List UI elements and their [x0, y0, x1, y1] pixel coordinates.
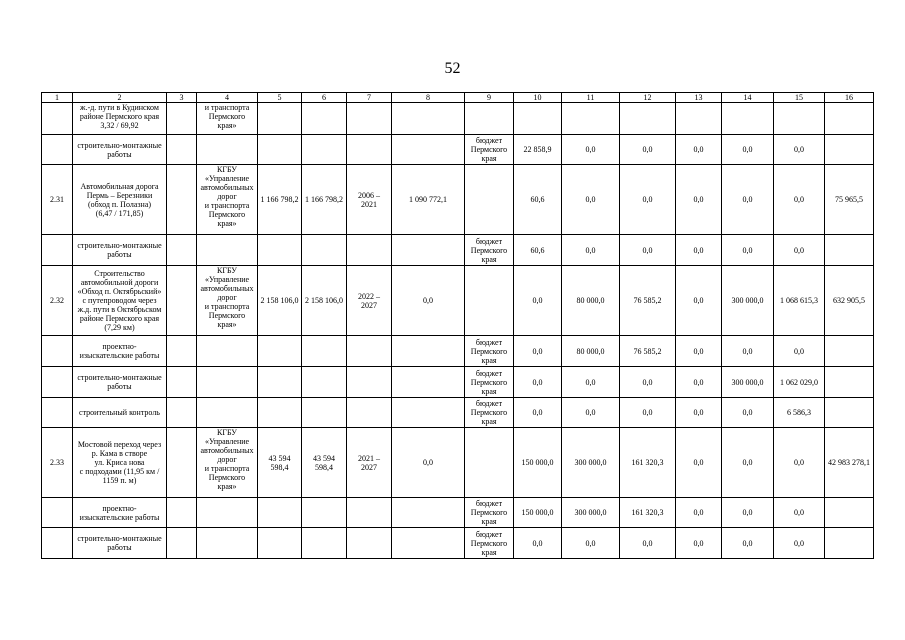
table-cell [825, 336, 874, 367]
column-header: 14 [722, 93, 774, 103]
table-cell: бюджет Пермского края [465, 336, 514, 367]
table-row [42, 398, 874, 428]
table-cell: КГБУ «Управление автомобильных дорог и транспорта Пермского края» [197, 266, 258, 336]
table-cell [42, 367, 73, 398]
table-cell: 0,0 [514, 266, 562, 336]
column-header: 9 [465, 93, 514, 103]
table-cell [42, 398, 73, 428]
table-cell: Мостовой переход через р. Кама в створе ул. Криса нова с подходами (11,95 км / 1159 п. м) [73, 428, 167, 498]
table-cell: 0,0 [774, 135, 825, 165]
table-cell [465, 428, 514, 498]
table-cell [167, 428, 197, 498]
table-cell: проектно- изыскательские работы [73, 498, 167, 528]
table-cell: 80 000,0 [562, 266, 620, 336]
table-body [42, 93, 874, 559]
table-row [42, 235, 874, 266]
table-cell: 1 062 029,0 [774, 367, 825, 398]
table-cell: 0,0 [774, 336, 825, 367]
table-cell [197, 135, 258, 165]
table-cell: 0,0 [722, 336, 774, 367]
table-cell: 0,0 [620, 165, 676, 235]
column-header: 10 [514, 93, 562, 103]
table-cell [167, 103, 197, 135]
table-cell [42, 103, 73, 135]
table-cell: 2006 – 2021 [347, 165, 392, 235]
table-cell [42, 498, 73, 528]
table-cell: 60,6 [514, 235, 562, 266]
table-cell [347, 367, 392, 398]
table-cell [302, 135, 347, 165]
table-cell: 0,0 [620, 367, 676, 398]
table-cell: 42 983 278,1 [825, 428, 874, 498]
table-cell: 0,0 [562, 398, 620, 428]
column-header: 4 [197, 93, 258, 103]
table-cell: 0,0 [676, 367, 722, 398]
table-cell: 1 166 798,2 [302, 165, 347, 235]
table-cell [392, 235, 465, 266]
table-cell: 0,0 [676, 398, 722, 428]
table-cell [197, 367, 258, 398]
table-cell [514, 103, 562, 135]
table-cell: 0,0 [722, 428, 774, 498]
column-header: 5 [258, 93, 302, 103]
table-cell [825, 235, 874, 266]
table-cell [167, 336, 197, 367]
table-cell: КГБУ «Управление автомобильных дорог и транспорта Пермского края» [197, 428, 258, 498]
table-cell: 0,0 [722, 235, 774, 266]
table-cell [42, 235, 73, 266]
table-cell: 150 000,0 [514, 498, 562, 528]
table-cell [167, 235, 197, 266]
table-cell: 76 585,2 [620, 266, 676, 336]
table-row [42, 528, 874, 559]
column-header: 13 [676, 93, 722, 103]
table-cell: 161 320,3 [620, 498, 676, 528]
column-header: 11 [562, 93, 620, 103]
table-cell: 2 158 106,0 [258, 266, 302, 336]
table-cell: 0,0 [514, 398, 562, 428]
table-cell: 300 000,0 [722, 367, 774, 398]
table-cell [167, 266, 197, 336]
table-cell [167, 367, 197, 398]
table-cell: Автомобильная дорога Пермь – Березники (обход п. Полазна) (6,47 / 171,85) [73, 165, 167, 235]
table-cell: 0,0 [562, 235, 620, 266]
table-cell [258, 367, 302, 398]
table-cell: 1 090 772,1 [392, 165, 465, 235]
column-header: 6 [302, 93, 347, 103]
table-cell: 0,0 [514, 528, 562, 559]
table-cell [258, 498, 302, 528]
column-header: 2 [73, 93, 167, 103]
table-cell [258, 528, 302, 559]
table-cell: 2 158 106,0 [302, 266, 347, 336]
table-cell: 0,0 [676, 165, 722, 235]
table-cell: 0,0 [392, 428, 465, 498]
table-cell: 632 905,5 [825, 266, 874, 336]
table-cell: 2.33 [42, 428, 73, 498]
table-cell: 1 068 615,3 [774, 266, 825, 336]
table-cell [302, 367, 347, 398]
column-header: 15 [774, 93, 825, 103]
table-cell: 2021 – 2027 [347, 428, 392, 498]
table-cell: 0,0 [562, 367, 620, 398]
table-cell: 0,0 [620, 398, 676, 428]
table-row [42, 266, 874, 336]
table-cell: 0,0 [676, 266, 722, 336]
table-cell [347, 398, 392, 428]
table-cell: ж.-д. пути в Кудинском районе Пермского края 3,32 / 69,92 [73, 103, 167, 135]
column-header: 8 [392, 93, 465, 103]
table-cell [167, 135, 197, 165]
table-cell: бюджет Пермского края [465, 398, 514, 428]
table-cell: 2022 – 2027 [347, 266, 392, 336]
table-cell: 0,0 [562, 165, 620, 235]
table-cell: строительно-монтажные работы [73, 528, 167, 559]
table-cell [347, 103, 392, 135]
table-cell: 22 858,9 [514, 135, 562, 165]
table-cell: строительно-монтажные работы [73, 367, 167, 398]
table-cell: 0,0 [676, 135, 722, 165]
table-cell: 0,0 [774, 498, 825, 528]
table-cell [258, 336, 302, 367]
table-cell: 2.32 [42, 266, 73, 336]
table-cell: Строительство автомобильной дороги «Обход п. Октябрьский» с путепроводом через ж.д. пути в Октябрьском районе Пермского края (7,29 км) [73, 266, 167, 336]
table-cell [347, 135, 392, 165]
table-cell [42, 135, 73, 165]
table-row [42, 135, 874, 165]
table-cell: 2.31 [42, 165, 73, 235]
table-cell [825, 398, 874, 428]
table-cell: 0,0 [620, 528, 676, 559]
table-cell [465, 103, 514, 135]
table-cell [562, 103, 620, 135]
table-cell [347, 235, 392, 266]
table-cell: 0,0 [774, 165, 825, 235]
page-number: 52 [444, 60, 461, 77]
table-cell [302, 336, 347, 367]
table-cell [302, 528, 347, 559]
table-cell [197, 498, 258, 528]
header-row [42, 93, 874, 103]
table-cell [302, 103, 347, 135]
table-cell: бюджет Пермского края [465, 135, 514, 165]
table-cell: 0,0 [774, 235, 825, 266]
table-cell [302, 398, 347, 428]
table-cell [258, 235, 302, 266]
table-cell: 0,0 [774, 528, 825, 559]
table-cell [347, 336, 392, 367]
table-cell [197, 398, 258, 428]
table-cell [465, 165, 514, 235]
table-cell [825, 367, 874, 398]
table-cell [392, 498, 465, 528]
table-cell [392, 398, 465, 428]
table-cell [392, 103, 465, 135]
table-cell: 0,0 [676, 235, 722, 266]
column-header: 7 [347, 93, 392, 103]
table-cell: 0,0 [620, 235, 676, 266]
table-cell: бюджет Пермского края [465, 235, 514, 266]
table-cell: 60,6 [514, 165, 562, 235]
table-row [42, 498, 874, 528]
table-cell: 0,0 [722, 135, 774, 165]
table-cell [258, 103, 302, 135]
table-cell: 150 000,0 [514, 428, 562, 498]
table-cell: 0,0 [676, 428, 722, 498]
budget-table [41, 92, 874, 559]
table-cell [392, 336, 465, 367]
table-cell: 0,0 [722, 498, 774, 528]
table-cell [258, 135, 302, 165]
table-cell: строительно-монтажные работы [73, 235, 167, 266]
table-cell: 0,0 [514, 336, 562, 367]
table-cell [620, 103, 676, 135]
table-cell: бюджет Пермского края [465, 528, 514, 559]
table-cell: 0,0 [722, 165, 774, 235]
table-cell [42, 336, 73, 367]
table-cell: 0,0 [722, 528, 774, 559]
table-cell [197, 528, 258, 559]
table-cell: 0,0 [562, 528, 620, 559]
table-cell: строительный контроль [73, 398, 167, 428]
table-cell [258, 398, 302, 428]
table-cell [392, 135, 465, 165]
table-cell [197, 336, 258, 367]
table-row [42, 428, 874, 498]
table-cell [167, 528, 197, 559]
table-cell [392, 367, 465, 398]
table-cell: проектно- изыскательские работы [73, 336, 167, 367]
table-cell [722, 103, 774, 135]
table-row [42, 367, 874, 398]
table-cell [676, 103, 722, 135]
table-cell [167, 498, 197, 528]
table-cell [197, 235, 258, 266]
table-row [42, 336, 874, 367]
table-cell: 300 000,0 [722, 266, 774, 336]
table-cell: 80 000,0 [562, 336, 620, 367]
table-cell [347, 528, 392, 559]
column-header: 16 [825, 93, 874, 103]
table-row [42, 103, 874, 135]
column-header: 3 [167, 93, 197, 103]
table-cell: 0,0 [722, 398, 774, 428]
table-cell: 0,0 [676, 498, 722, 528]
table-cell: строительно-монтажные работы [73, 135, 167, 165]
table-cell: бюджет Пермского края [465, 498, 514, 528]
table-cell [302, 235, 347, 266]
table-cell [774, 103, 825, 135]
column-header: 1 [42, 93, 73, 103]
table-cell: 1 166 798,2 [258, 165, 302, 235]
table-cell [167, 398, 197, 428]
table-cell: КГБУ «Управление автомобильных дорог и транспорта Пермского края» [197, 165, 258, 235]
column-header: 12 [620, 93, 676, 103]
table-cell: 43 594 598,4 [258, 428, 302, 498]
table-cell: и транспорта Пермского края» [197, 103, 258, 135]
table-cell [825, 528, 874, 559]
table-row [42, 165, 874, 235]
table-cell [465, 266, 514, 336]
table-cell: 0,0 [676, 528, 722, 559]
table-cell [347, 498, 392, 528]
table-cell [302, 498, 347, 528]
table-cell [825, 103, 874, 135]
table-cell: 0,0 [676, 336, 722, 367]
table-cell [167, 165, 197, 235]
table-cell [825, 498, 874, 528]
table-cell [825, 135, 874, 165]
table-cell: 0,0 [514, 367, 562, 398]
table-cell: 0,0 [774, 428, 825, 498]
table-cell: 0,0 [562, 135, 620, 165]
table-cell: 0,0 [392, 266, 465, 336]
table-cell: 6 586,3 [774, 398, 825, 428]
table-cell: 300 000,0 [562, 498, 620, 528]
table-cell [392, 528, 465, 559]
table-cell: 43 594 598,4 [302, 428, 347, 498]
table-cell: 300 000,0 [562, 428, 620, 498]
table-cell: 75 965,5 [825, 165, 874, 235]
table-cell: 0,0 [620, 135, 676, 165]
table-cell: 161 320,3 [620, 428, 676, 498]
table-cell: 76 585,2 [620, 336, 676, 367]
table-cell [42, 528, 73, 559]
table-cell: бюджет Пермского края [465, 367, 514, 398]
